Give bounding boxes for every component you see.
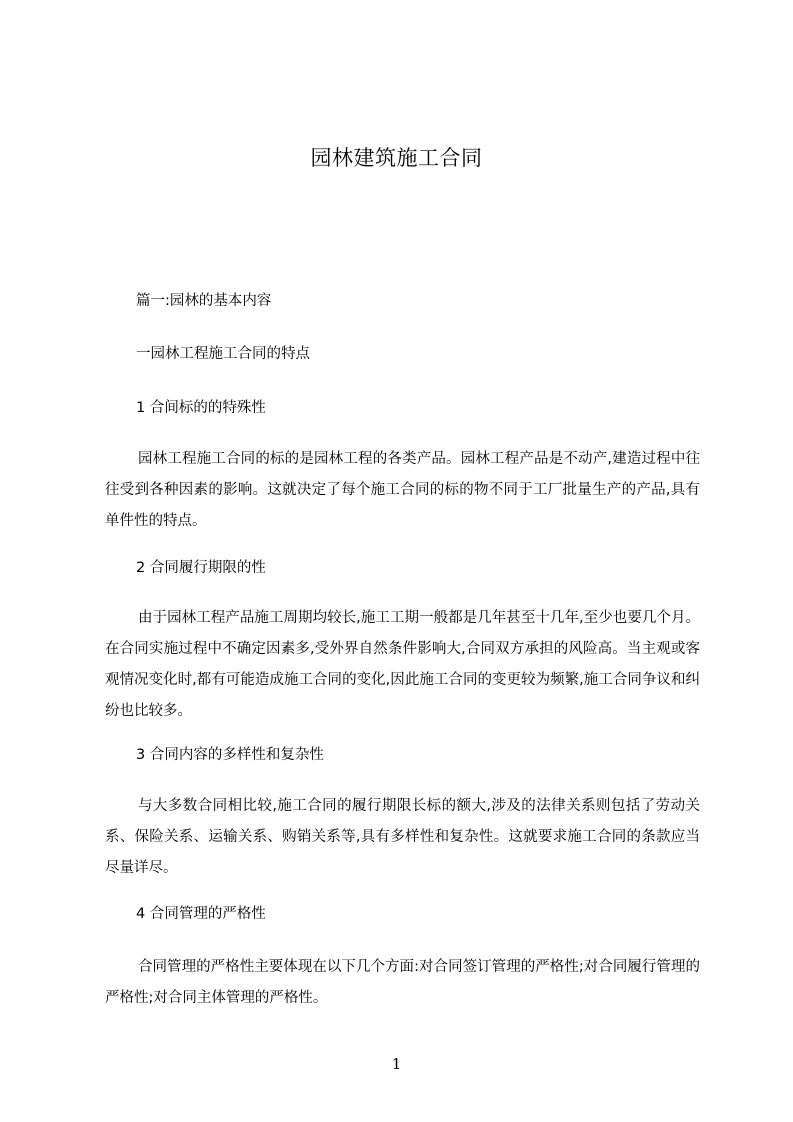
section-heading: 一园林工程施工合同的特点 (136, 346, 310, 362)
page-number: 1 (391, 1055, 402, 1073)
section-heading: 2 合同履行期限的性 (136, 560, 266, 576)
section-heading: 篇一:园林的基本内容 (136, 293, 272, 309)
section-heading: 4 合同管理的严格性 (136, 906, 266, 922)
section-paragraph: 合同管理的严格性主要体现在以下几个方面:对合同签订管理的严格性;对合同履行管理的严格性;对合同主体管理的严格性。 (105, 959, 700, 1006)
section-paragraph: 与大多数合同相比较,施工合同的履行期限长标的额大,涉及的法律关系则包括了劳动关系、保险关系、运输关系、购销关系等,具有多样性和复杂性。这就要求施工合同的条款应当尽量详尽。 (105, 798, 700, 876)
section-heading: 3 合同内容的多样性和复杂性 (136, 747, 324, 763)
section-heading: 1 合间标的的特殊性 (136, 400, 266, 416)
section-paragraph: 园林工程施工合同的标的是园林工程的各类产品。园林工程产品是不动产,建造过程中往往受到各种因素的影响。这就决定了每个施工合同的标的物不同于工厂批量生产的产品,具有单件性的特点。 (105, 451, 700, 529)
document-title: 园林建筑施工合同 (310, 146, 483, 170)
section-paragraph: 由于园林工程产品施工周期均较长,施工工期一般都是几年甚至十几年,至少也要几个月。在合同实施过程中不确定因素多,受外界自然条件影响大,合同双方承担的风险高。当主观或客观情况变化时,都有可能造成施工合同的变化,因此施工合同的变更较为频繁,施工合同争议和纠纷也比较多。 (105, 610, 700, 719)
